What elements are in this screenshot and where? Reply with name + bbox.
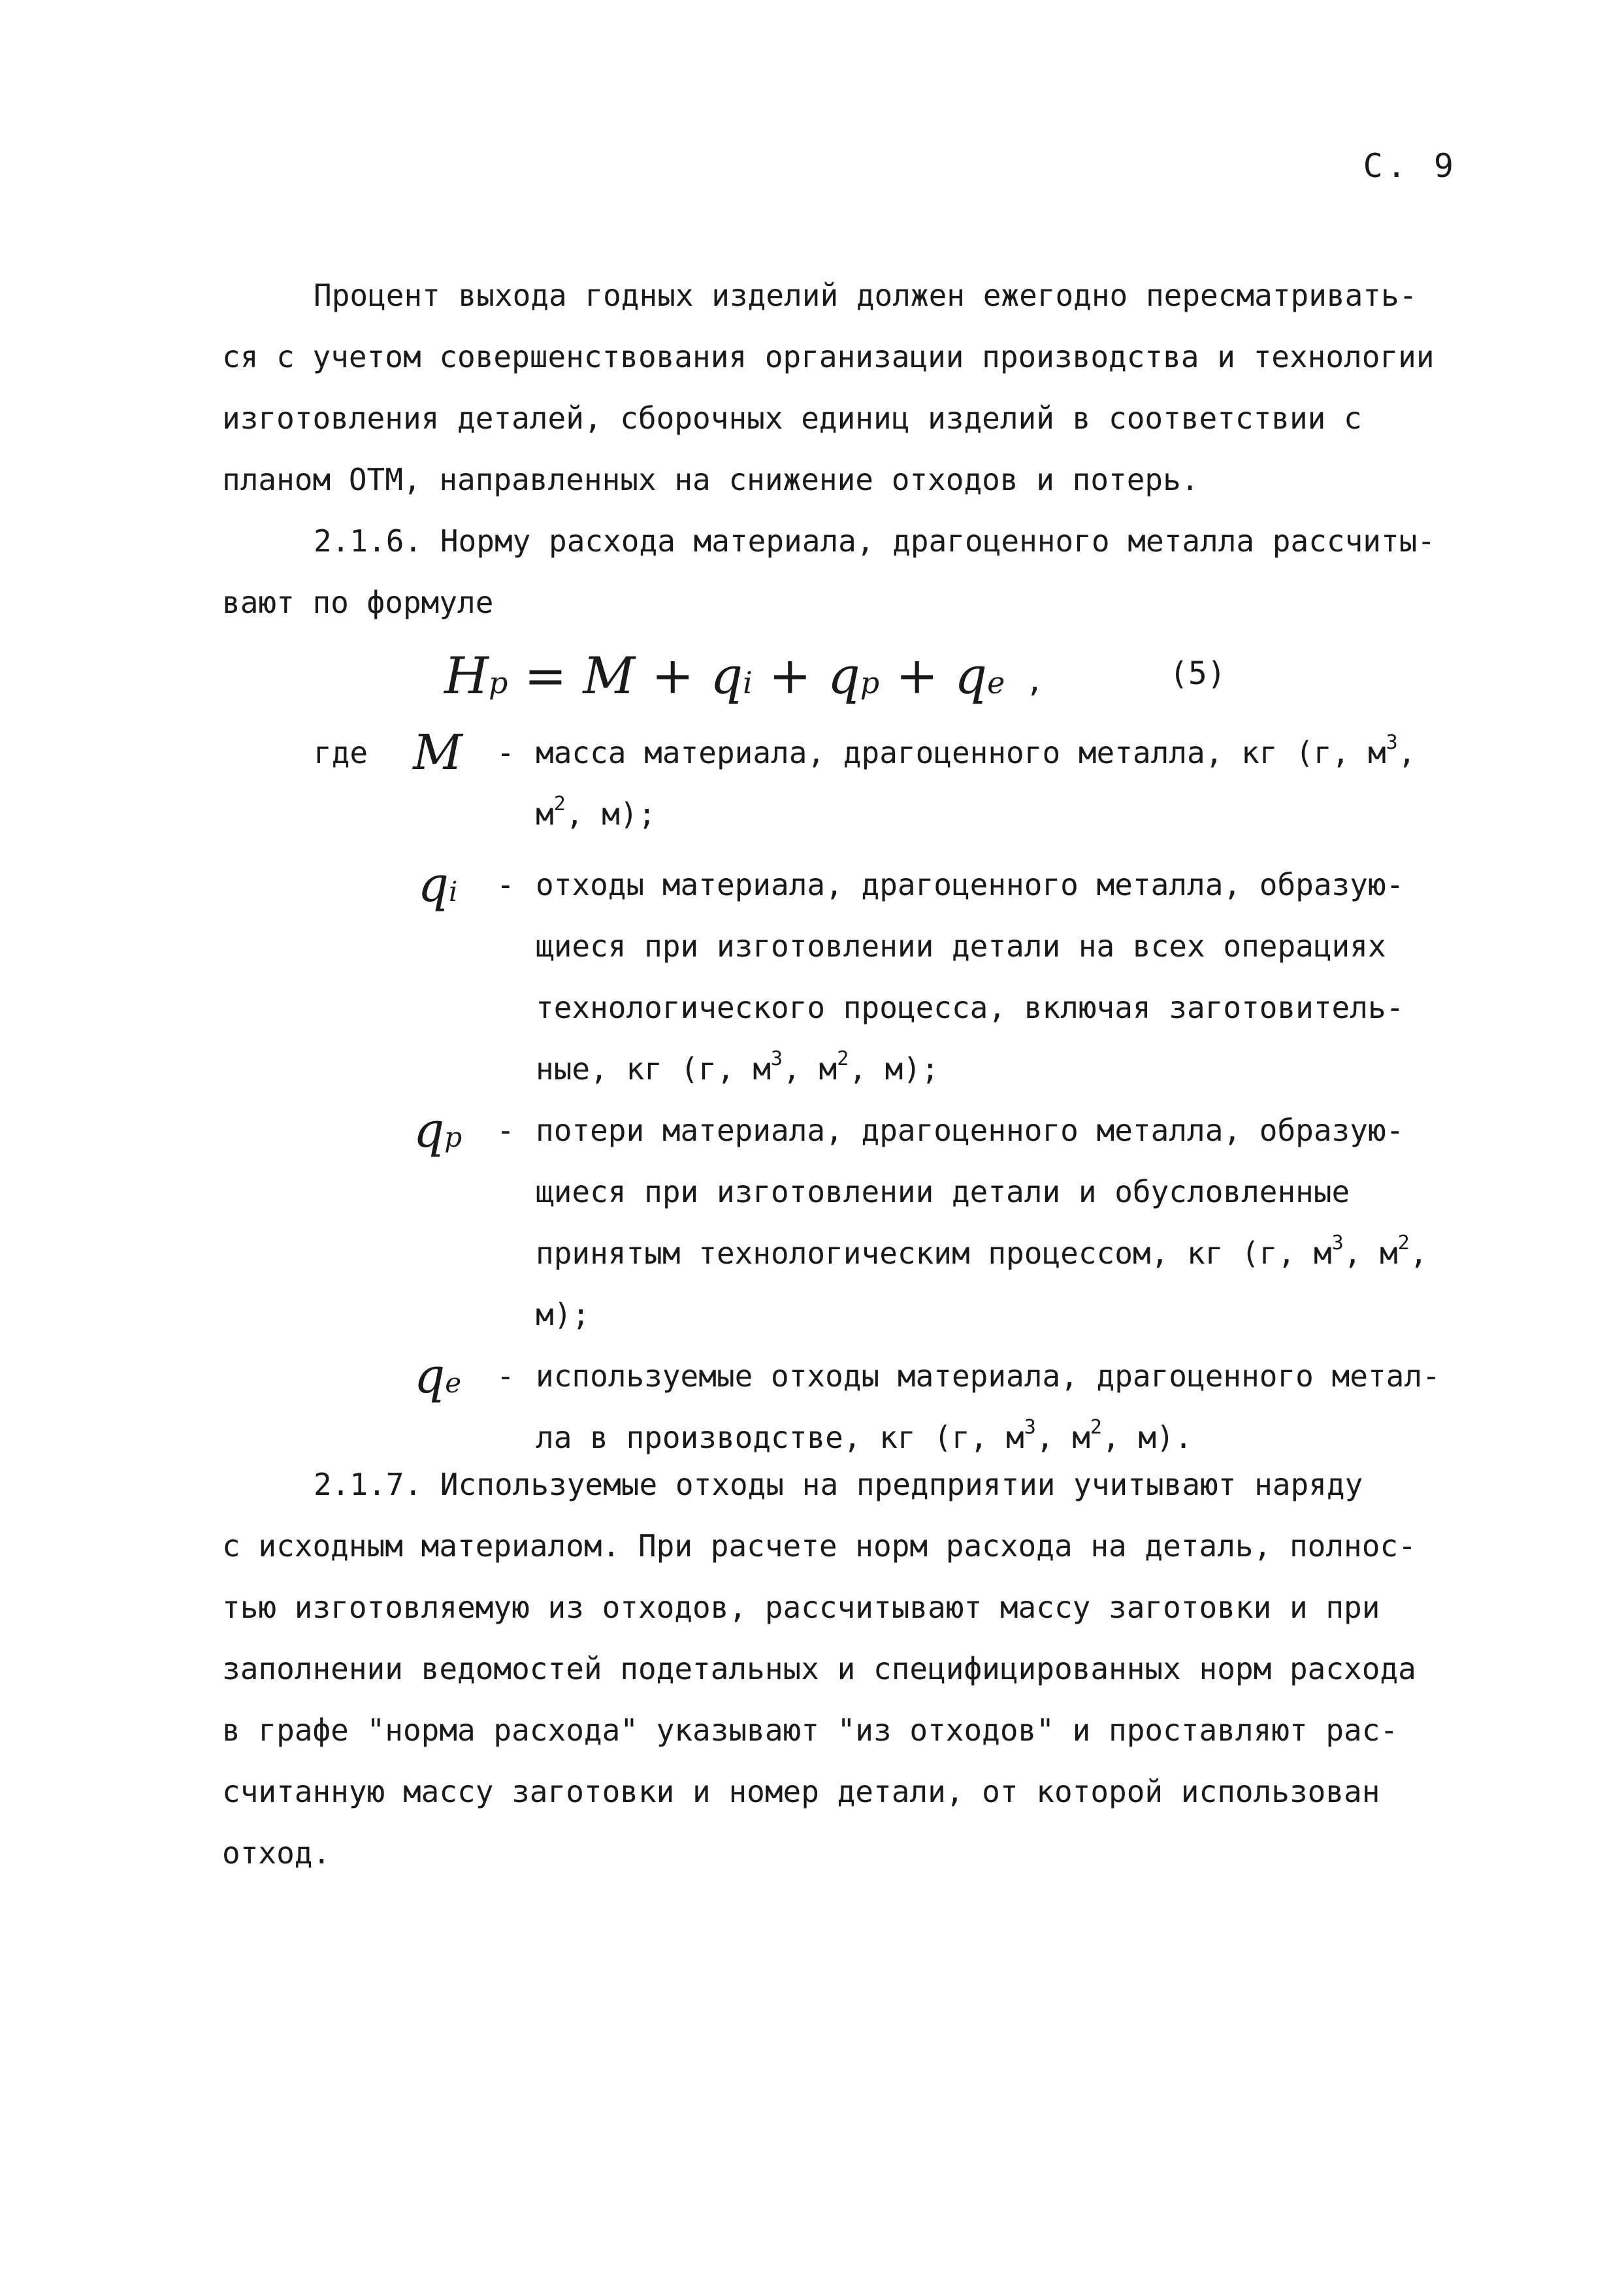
text-line: в графе "норма расхода" указывают "из отходов" и проставляют рас-: [222, 1712, 1399, 1748]
text-line: заполнении ведомостей подетальных и специфицированных норм расхода: [222, 1651, 1416, 1686]
definition-item: [398, 1345, 1509, 1468]
text-line: вают по формуле: [222, 585, 494, 620]
definition-item: [398, 1100, 1509, 1345]
definition-line: $м^2$, м);: [536, 793, 657, 832]
symbol-sub: р: [444, 1121, 463, 1153]
definition-dash: -: [496, 1113, 515, 1148]
definition-line: отходы материала, драгоценного металла, образую-: [536, 867, 1405, 902]
text-line: тью изготовляемую из отходов, рассчитывают массу заготовки и при: [222, 1590, 1380, 1625]
text-line: 2.1.6. Норму расхода материала, драгоценного металла рассчиты-: [314, 523, 1436, 559]
definition-symbol: [398, 854, 477, 923]
formula: [444, 644, 1293, 715]
symbol-main: q: [413, 1102, 445, 1158]
definition-line: технологического процесса, включая заготовитель-: [536, 990, 1405, 1025]
definition-line: потери материала, драгоценного металла, образую-: [536, 1113, 1405, 1148]
page-number: С. 9: [1363, 147, 1457, 185]
formula-term: = М + q: [508, 647, 743, 706]
definition-line: ла в производстве, кг (г, $м^3$, $м^2$, м).: [536, 1416, 1193, 1455]
definition-symbol: [398, 722, 477, 783]
definition-dash: -: [496, 1358, 515, 1394]
definition-line: м);: [536, 1297, 591, 1332]
bottom-text-block: [222, 1454, 1489, 1884]
top-text-block: [222, 265, 1489, 633]
text-line: ся с учетом совершенствования организации производства и технологии: [222, 339, 1435, 374]
symbol-main: q: [417, 857, 449, 913]
definition-item: [398, 722, 1509, 845]
definition-symbol: [398, 1100, 477, 1168]
text-line: Процент выхода годных изделий должен ежегодно пересматривать-: [314, 278, 1418, 313]
definition-line: масса материала, драгоценного металла, кг (г, $м^3$,: [536, 731, 1416, 770]
formula-lhs: Н: [444, 647, 489, 706]
definition-dash: -: [496, 735, 515, 770]
formula-term-sub: р: [860, 665, 880, 700]
definition-item: [398, 854, 1509, 1100]
symbol-sub: i: [448, 876, 458, 908]
text-line: изготовления деталей, сборочных единиц изделий в соответствии с: [222, 401, 1362, 436]
definition-line: щиеся при изготовлении детали на всех операциях: [536, 928, 1386, 964]
definition-line: щиеся при изготовлении детали и обусловленные: [536, 1174, 1350, 1209]
symbol-main: М: [413, 725, 463, 781]
formula-term: + q: [879, 647, 988, 706]
formula-term-sub: e: [987, 665, 1005, 700]
formula-comma: ,: [1026, 663, 1044, 698]
symbol-sub: e: [445, 1367, 462, 1399]
formula-term: + q: [752, 647, 860, 706]
definition-line: ные, кг (г, $м^3$, $м^2$, м);: [536, 1047, 939, 1087]
text-line: планом ОТМ, направленных на снижение отходов и потерь.: [222, 462, 1199, 497]
where-label: где: [314, 735, 368, 770]
formula-number: (5): [1169, 655, 1226, 692]
text-line: считанную массу заготовки и номер детали, от которой использован: [222, 1774, 1380, 1809]
formula-lhs-sub: р: [489, 665, 508, 700]
definition-dash: -: [496, 867, 515, 902]
text-line: 2.1.7. Используемые отходы на предприятии учитывают наряду: [314, 1467, 1363, 1502]
text-line: с исходным материалом. При расчете норм расхода на деталь, полнос-: [222, 1528, 1416, 1564]
text-line: отход.: [222, 1835, 331, 1871]
definition-symbol: [398, 1345, 477, 1414]
definitions-list: [398, 722, 1509, 1468]
formula-term-sub: i: [743, 665, 753, 700]
symbol-main: q: [414, 1348, 446, 1404]
formula-expression: [444, 644, 1005, 715]
definition-line: используемые отходы материала, драгоценного метал-: [536, 1358, 1440, 1394]
definition-line: принятым технологическим процессом, кг (г, $м^3$, $м^2$,: [536, 1232, 1428, 1271]
